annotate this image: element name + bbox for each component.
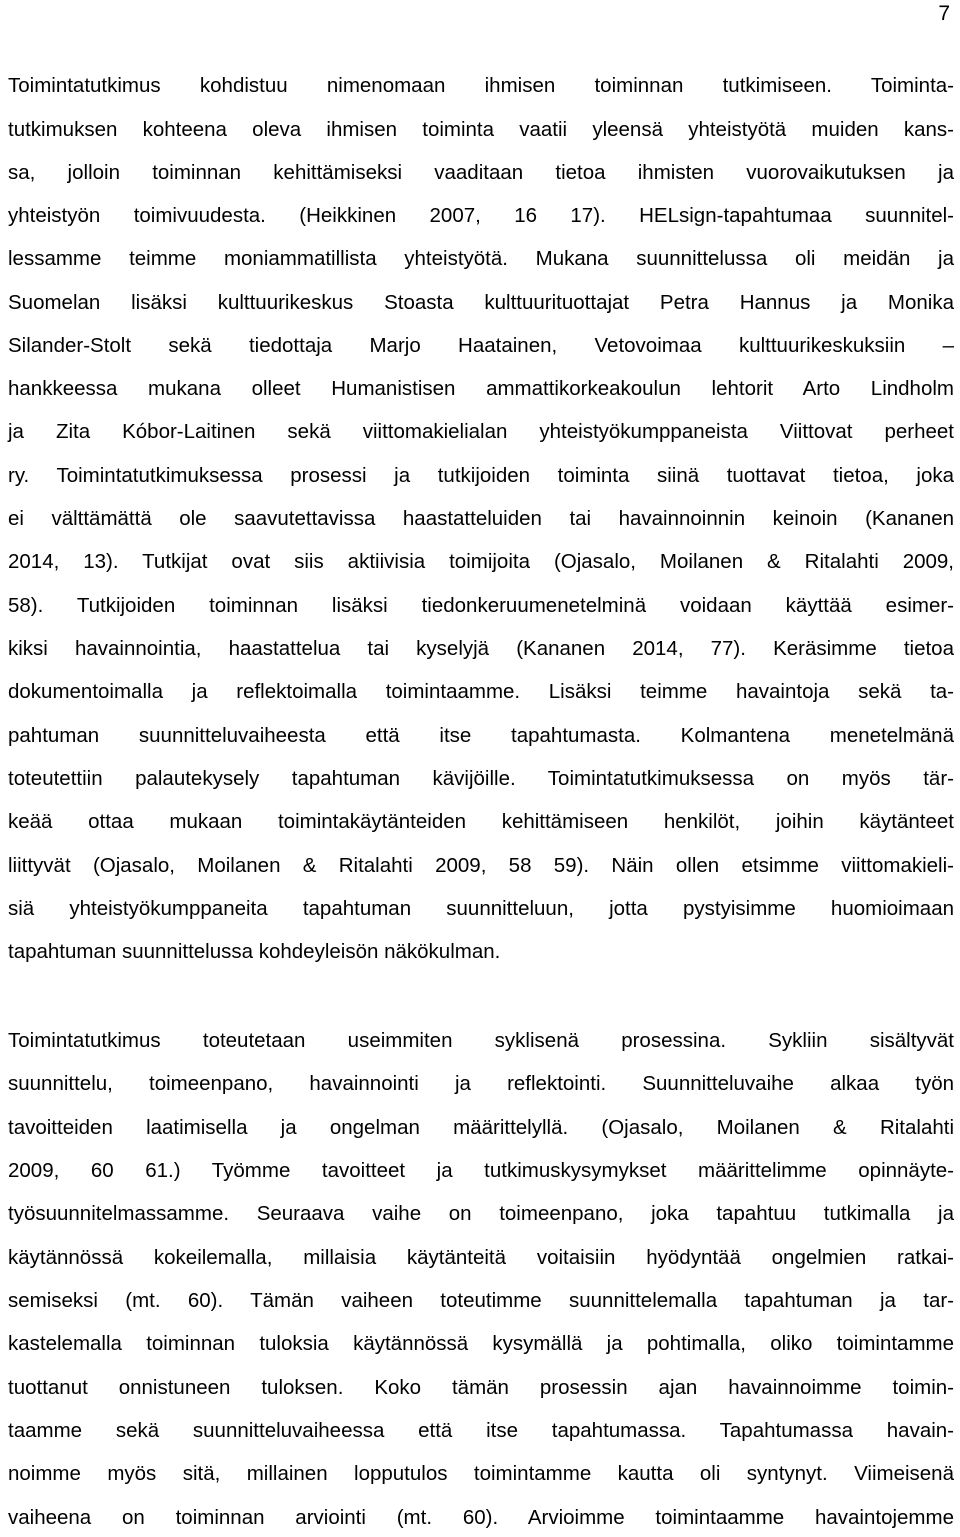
text-line: Silander-Stolt sekä tiedottaja Marjo Haatainen, Vetovoimaa kulttuurikeskuksiin – bbox=[8, 334, 954, 357]
text-line: 58). Tutkijoiden toiminnan lisäksi tiedonkeruumenetelminä voidaan käyttää esimer- bbox=[8, 594, 954, 617]
text-line: tavoitteiden laatimisella ja ongelman määrittelyllä. (Ojasalo, Moilanen & Ritalahti bbox=[8, 1116, 954, 1139]
text-line: ja Zita Kóbor-Laitinen sekä viittomakielialan yhteistyökumppaneista Viittovat perheet bbox=[8, 420, 954, 443]
text-line: siä yhteistyökumppaneita tapahtuman suunnitteluun, jotta pystyisimme huomioimaan bbox=[8, 897, 954, 920]
text-line: Suomelan lisäksi kulttuurikeskus Stoasta kulttuurituottajat Petra Hannus ja Monika bbox=[8, 291, 954, 314]
text-line: tuottanut onnistuneen tuloksen. Koko tämän prosessin ajan havainnoimme toimin- bbox=[8, 1376, 954, 1399]
text-line: ry. Toimintatutkimuksessa prosessi ja tutkijoiden toiminta siinä tuottavat tietoa, joka bbox=[8, 464, 954, 487]
text-line: tapahtuman suunnittelussa kohdeyleisön näkökulman. bbox=[8, 940, 501, 963]
text-line: Toimintatutkimus toteutetaan useimmiten syklisenä prosessina. Sykliin sisältyvät bbox=[8, 1029, 954, 1052]
text-line: yhteistyön toimivuudesta. (Heikkinen 2007, 16 17). HELsign-tapahtumaa suunnitel- bbox=[8, 204, 954, 227]
text-line: käytännössä kokeilemalla, millaisia käytänteitä voitaisiin hyödyntää ongelmien ratkai- bbox=[8, 1246, 954, 1269]
text-line: pahtuman suunnitteluvaiheesta että itse tapahtumasta. Kolmantena menetelmänä bbox=[8, 724, 954, 747]
text-line: suunnittelu, toimeenpano, havainnointi ja reflektointi. Suunnitteluvaihe alkaa työn bbox=[8, 1072, 954, 1095]
text-line: toteutettiin palautekysely tapahtuman kävijöille. Toimintatutkimuksessa on myös tär- bbox=[8, 767, 954, 790]
text-line: semiseksi (mt. 60). Tämän vaiheen toteutimme suunnittelemalla tapahtuman ja tar- bbox=[8, 1289, 954, 1312]
text-line: noimme myös sitä, millainen lopputulos toimintamme kautta oli syntynyt. Viimeisenä bbox=[8, 1462, 954, 1485]
text-line: dokumentoimalla ja reflektoimalla toimintaamme. Lisäksi teimme havaintoja sekä ta- bbox=[8, 680, 954, 703]
text-line: kiksi havainnointia, haastattelua tai kyselyjä (Kananen 2014, 77). Keräsimme tietoa bbox=[8, 637, 954, 660]
text-line: työsuunnitelmassamme. Seuraava vaihe on toimeenpano, joka tapahtuu tutkimalla ja bbox=[8, 1202, 954, 1225]
text-line: vaiheena on toiminnan arviointi (mt. 60). Arvioimme toimintaamme havaintojemme bbox=[8, 1506, 954, 1529]
page-number: 7 bbox=[938, 2, 950, 25]
text-line: 2009, 60 61.) Työmme tavoitteet ja tutkimuskysymykset määrittelimme opinnäyte- bbox=[8, 1159, 954, 1182]
text-line: taamme sekä suunnitteluvaiheessa että itse tapahtumassa. Tapahtumassa havain- bbox=[8, 1419, 954, 1442]
text-line: ei välttämättä ole saavutettavissa haastatteluiden tai havainnoinnin keinoin (Kananen bbox=[8, 507, 954, 530]
text-line: kastelemalla toiminnan tuloksia käytännössä kysymällä ja pohtimalla, oliko toimintamme bbox=[8, 1332, 954, 1355]
text-line: lessamme teimme moniammatillista yhteistyötä. Mukana suunnittelussa oli meidän ja bbox=[8, 247, 954, 270]
text-line: liittyvät (Ojasalo, Moilanen & Ritalahti 2009, 58 59). Näin ollen etsimme viittomakieli- bbox=[8, 854, 954, 877]
text-line: Toimintatutkimus kohdistuu nimenomaan ihmisen toiminnan tutkimiseen. Toiminta- bbox=[8, 74, 954, 97]
text-line: 2014, 13). Tutkijat ovat siis aktiivisia toimijoita (Ojasalo, Moilanen & Ritalahti 2009, bbox=[8, 550, 954, 573]
text-line: tutkimuksen kohteena oleva ihmisen toiminta vaatii yleensä yhteistyötä muiden kans- bbox=[8, 118, 954, 141]
text-line: keää ottaa mukaan toimintakäytänteiden kehittämiseen henkilöt, joihin käytänteet bbox=[8, 810, 954, 833]
text-line: hankkeessa mukana olleet Humanistisen ammattikorkeakoulun lehtorit Arto Lindholm bbox=[8, 377, 954, 400]
text-line: sa, jolloin toiminnan kehittämiseksi vaaditaan tietoa ihmisten vuorovaikutuksen ja bbox=[8, 161, 954, 184]
